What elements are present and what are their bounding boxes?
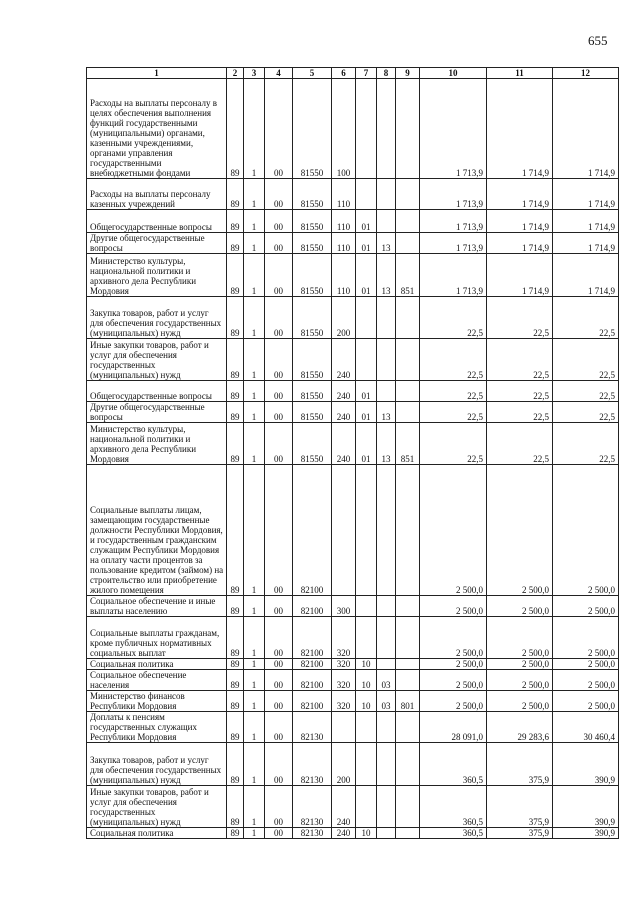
code-cell: 89: [227, 254, 244, 297]
amount-cell: 375,9: [487, 743, 553, 786]
code-cell: 1: [244, 786, 265, 828]
amount-cell: 1 713,9: [420, 210, 487, 233]
amount-cell: 28 091,0: [420, 712, 487, 743]
row-name-cell: Общегосударственные вопросы: [87, 210, 227, 233]
code-cell: 82130: [293, 743, 332, 786]
code-cell: 10: [356, 691, 377, 712]
amount-cell: 2 500,0: [420, 670, 487, 691]
code-cell: 00: [265, 743, 293, 786]
code-cell: 82100: [293, 659, 332, 670]
amount-cell: 22,5: [487, 339, 553, 381]
amount-cell: 22,5: [487, 423, 553, 465]
code-cell: 01: [356, 254, 377, 297]
code-cell: 89: [227, 79, 244, 179]
code-cell: 13: [377, 402, 396, 423]
code-cell: 01: [356, 381, 377, 402]
code-cell: 1: [244, 210, 265, 233]
code-cell: [396, 596, 420, 617]
row-name-cell: Доплаты к пенсиям государственных служащих Республики Мордовия: [87, 712, 227, 743]
table-row: [87, 691, 619, 712]
amount-cell: 22,5: [420, 297, 487, 339]
amount-cell: 2 500,0: [487, 670, 553, 691]
code-cell: 320: [332, 691, 356, 712]
code-cell: 82100: [293, 670, 332, 691]
code-cell: 1: [244, 339, 265, 381]
code-cell: 81550: [293, 339, 332, 381]
amount-cell: 2 500,0: [487, 596, 553, 617]
code-cell: 81550: [293, 297, 332, 339]
code-cell: [377, 712, 396, 743]
code-cell: 81550: [293, 381, 332, 402]
column-header: 3: [244, 68, 265, 79]
code-cell: [356, 179, 377, 210]
row-name-cell: Закупка товаров, работ и услуг для обеспечения государственных (муниципальных) нужд: [87, 743, 227, 786]
code-cell: 89: [227, 670, 244, 691]
row-name-cell: Министерство финансов Республики Мордовия: [87, 691, 227, 712]
code-cell: 82100: [293, 596, 332, 617]
table-row: [87, 786, 619, 828]
code-cell: 200: [332, 297, 356, 339]
code-cell: 01: [356, 210, 377, 233]
row-name-cell: Общегосударственные вопросы: [87, 381, 227, 402]
table-row: [87, 465, 619, 596]
amount-cell: 22,5: [420, 381, 487, 402]
code-cell: 81550: [293, 179, 332, 210]
code-cell: 89: [227, 828, 244, 839]
code-cell: 240: [332, 381, 356, 402]
code-cell: 240: [332, 402, 356, 423]
amount-cell: 2 500,0: [487, 659, 553, 670]
code-cell: 89: [227, 210, 244, 233]
amount-cell: 1 714,9: [553, 179, 619, 210]
amount-cell: 2 500,0: [553, 617, 619, 659]
row-name-cell: Другие общегосударственные вопросы: [87, 402, 227, 423]
code-cell: 00: [265, 828, 293, 839]
code-cell: 1: [244, 617, 265, 659]
amount-cell: 1 713,9: [420, 233, 487, 254]
amount-cell: 2 500,0: [487, 691, 553, 712]
row-name-cell: Социальные выплаты гражданам, кроме публичных нормативных социальных выплат: [87, 617, 227, 659]
amount-cell: 29 283,6: [487, 712, 553, 743]
table-row: [87, 828, 619, 839]
code-cell: 01: [356, 402, 377, 423]
code-cell: 89: [227, 297, 244, 339]
column-header: 7: [356, 68, 377, 79]
code-cell: 10: [356, 670, 377, 691]
budget-table: [86, 67, 619, 839]
column-header: 4: [265, 68, 293, 79]
amount-cell: 1 713,9: [420, 179, 487, 210]
amount-cell: 22,5: [553, 381, 619, 402]
code-cell: 1: [244, 712, 265, 743]
column-header: 12: [553, 68, 619, 79]
code-cell: 00: [265, 659, 293, 670]
code-cell: 851: [396, 423, 420, 465]
code-cell: 89: [227, 402, 244, 423]
code-cell: 00: [265, 179, 293, 210]
budget-table-container: [86, 67, 618, 839]
code-cell: 1: [244, 179, 265, 210]
code-cell: [356, 712, 377, 743]
row-name-cell: Расходы на выплаты персоналу в целях обеспечения выполнения функций государственными (муниципальными) органами, казенными учреждениями, органами управления государственными внебюджетными фондами: [87, 79, 227, 179]
code-cell: 1: [244, 596, 265, 617]
code-cell: 00: [265, 297, 293, 339]
code-cell: [356, 596, 377, 617]
row-name-cell: Социальная политика: [87, 659, 227, 670]
code-cell: 1: [244, 659, 265, 670]
column-header: 6: [332, 68, 356, 79]
code-cell: [396, 297, 420, 339]
code-cell: [396, 743, 420, 786]
code-cell: [377, 659, 396, 670]
page-number: 655: [588, 33, 608, 48]
code-cell: 89: [227, 786, 244, 828]
code-cell: [396, 402, 420, 423]
amount-cell: 2 500,0: [553, 659, 619, 670]
code-cell: 00: [265, 79, 293, 179]
code-cell: [377, 786, 396, 828]
table-row: [87, 381, 619, 402]
amount-cell: 22,5: [487, 297, 553, 339]
amount-cell: 1 714,9: [487, 233, 553, 254]
code-cell: 00: [265, 233, 293, 254]
table-row: [87, 423, 619, 465]
code-cell: 200: [332, 743, 356, 786]
code-cell: 1: [244, 743, 265, 786]
code-cell: [356, 786, 377, 828]
code-cell: 81550: [293, 423, 332, 465]
table-row: [87, 179, 619, 210]
row-name-cell: Иные закупки товаров, работ и услуг для обеспечения государственных (муниципальных) нужд: [87, 786, 227, 828]
row-name-cell: Социальное обеспечение и иные выплаты населению: [87, 596, 227, 617]
amount-cell: 375,9: [487, 786, 553, 828]
code-cell: 82100: [293, 691, 332, 712]
code-cell: [377, 465, 396, 596]
amount-cell: 2 500,0: [553, 691, 619, 712]
code-cell: 240: [332, 339, 356, 381]
amount-cell: 22,5: [487, 381, 553, 402]
code-cell: 89: [227, 743, 244, 786]
code-cell: 03: [377, 691, 396, 712]
code-cell: 01: [356, 233, 377, 254]
amount-cell: 2 500,0: [553, 596, 619, 617]
table-row: [87, 297, 619, 339]
row-name-cell: Иные закупки товаров, работ и услуг для обеспечения государственных (муниципальных) нужд: [87, 339, 227, 381]
amount-cell: 2 500,0: [553, 670, 619, 691]
table-row: [87, 233, 619, 254]
amount-cell: 390,9: [553, 743, 619, 786]
amount-cell: 375,9: [487, 828, 553, 839]
code-cell: 300: [332, 596, 356, 617]
row-name-cell: Министерство культуры, национальной политики и архивного дела Республики Мордовия: [87, 254, 227, 297]
row-name-cell: Социальное обеспечение населения: [87, 670, 227, 691]
amount-cell: 1 714,9: [487, 210, 553, 233]
code-cell: 89: [227, 423, 244, 465]
amount-cell: 1 714,9: [553, 254, 619, 297]
table-row: [87, 617, 619, 659]
code-cell: 110: [332, 254, 356, 297]
code-cell: [377, 339, 396, 381]
code-cell: 10: [356, 828, 377, 839]
code-cell: [396, 79, 420, 179]
amount-cell: 22,5: [553, 297, 619, 339]
code-cell: [377, 743, 396, 786]
amount-cell: 1 714,9: [553, 233, 619, 254]
code-cell: [396, 712, 420, 743]
code-cell: [396, 670, 420, 691]
code-cell: 89: [227, 465, 244, 596]
code-cell: 81550: [293, 254, 332, 297]
code-cell: 00: [265, 596, 293, 617]
code-cell: 82130: [293, 828, 332, 839]
code-cell: 00: [265, 402, 293, 423]
code-cell: 89: [227, 617, 244, 659]
code-cell: [377, 828, 396, 839]
table-row: [87, 743, 619, 786]
code-cell: [396, 659, 420, 670]
amount-cell: 2 500,0: [553, 465, 619, 596]
column-header: 8: [377, 68, 396, 79]
code-cell: [356, 297, 377, 339]
column-header: 11: [487, 68, 553, 79]
amount-cell: 22,5: [420, 402, 487, 423]
amount-cell: 2 500,0: [420, 596, 487, 617]
code-cell: 13: [377, 233, 396, 254]
amount-cell: 22,5: [487, 402, 553, 423]
code-cell: [396, 617, 420, 659]
code-cell: 00: [265, 465, 293, 596]
table-row: [87, 670, 619, 691]
code-cell: 10: [356, 659, 377, 670]
amount-cell: 1 714,9: [487, 254, 553, 297]
table-row: [87, 79, 619, 179]
code-cell: 13: [377, 423, 396, 465]
row-name-cell: Министерство культуры, национальной политики и архивного дела Республики Мордовия: [87, 423, 227, 465]
code-cell: 110: [332, 210, 356, 233]
code-cell: [377, 617, 396, 659]
row-name-cell: Закупка товаров, работ и услуг для обеспечения государственных (муниципальных) нужд: [87, 297, 227, 339]
amount-cell: 360,5: [420, 828, 487, 839]
row-name-cell: Социальная политика: [87, 828, 227, 839]
code-cell: 1: [244, 402, 265, 423]
row-name-cell: Другие общегосударственные вопросы: [87, 233, 227, 254]
code-cell: 240: [332, 423, 356, 465]
code-cell: 82130: [293, 712, 332, 743]
code-cell: 89: [227, 179, 244, 210]
amount-cell: 22,5: [553, 402, 619, 423]
amount-cell: 1 714,9: [487, 79, 553, 179]
code-cell: 13: [377, 254, 396, 297]
amount-cell: 2 500,0: [487, 617, 553, 659]
code-cell: 89: [227, 596, 244, 617]
code-cell: 89: [227, 381, 244, 402]
code-cell: [396, 179, 420, 210]
amount-cell: 1 713,9: [420, 79, 487, 179]
code-cell: 240: [332, 828, 356, 839]
table-row: [87, 402, 619, 423]
amount-cell: 2 500,0: [420, 659, 487, 670]
amount-cell: 22,5: [420, 423, 487, 465]
table-row: [87, 210, 619, 233]
code-cell: 00: [265, 210, 293, 233]
table-row: [87, 254, 619, 297]
code-cell: 320: [332, 659, 356, 670]
code-cell: 82100: [293, 617, 332, 659]
amount-cell: 22,5: [553, 423, 619, 465]
code-cell: 89: [227, 712, 244, 743]
code-cell: [332, 712, 356, 743]
amount-cell: 2 500,0: [487, 465, 553, 596]
table-row: [87, 659, 619, 670]
code-cell: [396, 465, 420, 596]
code-cell: 00: [265, 423, 293, 465]
code-cell: 89: [227, 233, 244, 254]
code-cell: [377, 179, 396, 210]
code-cell: [356, 465, 377, 596]
table-row: [87, 712, 619, 743]
code-cell: 00: [265, 691, 293, 712]
amount-cell: 22,5: [420, 339, 487, 381]
code-cell: 320: [332, 670, 356, 691]
amount-cell: 1 714,9: [553, 210, 619, 233]
code-cell: 82100: [293, 465, 332, 596]
table-row: [87, 339, 619, 381]
code-cell: [396, 828, 420, 839]
code-cell: 1: [244, 79, 265, 179]
amount-cell: 1 714,9: [487, 179, 553, 210]
column-header: 9: [396, 68, 420, 79]
code-cell: 01: [356, 423, 377, 465]
code-cell: 00: [265, 712, 293, 743]
code-cell: 00: [265, 339, 293, 381]
code-cell: 81550: [293, 402, 332, 423]
code-cell: 03: [377, 670, 396, 691]
table-header-row: [87, 68, 619, 79]
code-cell: 1: [244, 254, 265, 297]
code-cell: 1: [244, 828, 265, 839]
code-cell: 81550: [293, 233, 332, 254]
amount-cell: 390,9: [553, 828, 619, 839]
code-cell: 110: [332, 179, 356, 210]
column-header: 5: [293, 68, 332, 79]
code-cell: [396, 210, 420, 233]
amount-cell: 360,5: [420, 743, 487, 786]
code-cell: 89: [227, 339, 244, 381]
code-cell: [396, 339, 420, 381]
amount-cell: 360,5: [420, 786, 487, 828]
amount-cell: 2 500,0: [420, 465, 487, 596]
code-cell: 89: [227, 659, 244, 670]
code-cell: [396, 233, 420, 254]
amount-cell: 2 500,0: [420, 691, 487, 712]
column-header: 2: [227, 68, 244, 79]
code-cell: [377, 79, 396, 179]
code-cell: 81550: [293, 79, 332, 179]
column-header: 1: [87, 68, 227, 79]
code-cell: [332, 465, 356, 596]
table-body: [87, 79, 619, 839]
amount-cell: 1 714,9: [553, 79, 619, 179]
code-cell: [377, 596, 396, 617]
code-cell: 00: [265, 381, 293, 402]
code-cell: 89: [227, 691, 244, 712]
code-cell: 1: [244, 233, 265, 254]
row-name-cell: Социальные выплаты лицам, замещающим государственные должности Республики Мордовия, и государственным гражданским служащим Республики Мордовия на оплату части процентов за пользование кредитом (займом) на строительство или приобретение жилого помещения: [87, 465, 227, 596]
amount-cell: 1 713,9: [420, 254, 487, 297]
code-cell: 82130: [293, 786, 332, 828]
code-cell: 00: [265, 670, 293, 691]
code-cell: 801: [396, 691, 420, 712]
code-cell: 00: [265, 617, 293, 659]
code-cell: [377, 210, 396, 233]
code-cell: 1: [244, 670, 265, 691]
code-cell: [356, 617, 377, 659]
code-cell: [396, 786, 420, 828]
code-cell: 1: [244, 381, 265, 402]
code-cell: [356, 339, 377, 381]
code-cell: 1: [244, 423, 265, 465]
code-cell: [356, 79, 377, 179]
code-cell: 81550: [293, 210, 332, 233]
code-cell: [377, 297, 396, 339]
code-cell: 00: [265, 786, 293, 828]
table-row: [87, 596, 619, 617]
code-cell: 1: [244, 691, 265, 712]
code-cell: 1: [244, 297, 265, 339]
row-name-cell: Расходы на выплаты персоналу казенных учреждений: [87, 179, 227, 210]
code-cell: 110: [332, 233, 356, 254]
amount-cell: 22,5: [553, 339, 619, 381]
amount-cell: 30 460,4: [553, 712, 619, 743]
code-cell: [356, 743, 377, 786]
code-cell: 00: [265, 254, 293, 297]
code-cell: 100: [332, 79, 356, 179]
amount-cell: 2 500,0: [420, 617, 487, 659]
code-cell: 851: [396, 254, 420, 297]
amount-cell: 390,9: [553, 786, 619, 828]
code-cell: [377, 381, 396, 402]
code-cell: 240: [332, 786, 356, 828]
code-cell: 320: [332, 617, 356, 659]
code-cell: 1: [244, 465, 265, 596]
column-header: 10: [420, 68, 487, 79]
code-cell: [396, 381, 420, 402]
